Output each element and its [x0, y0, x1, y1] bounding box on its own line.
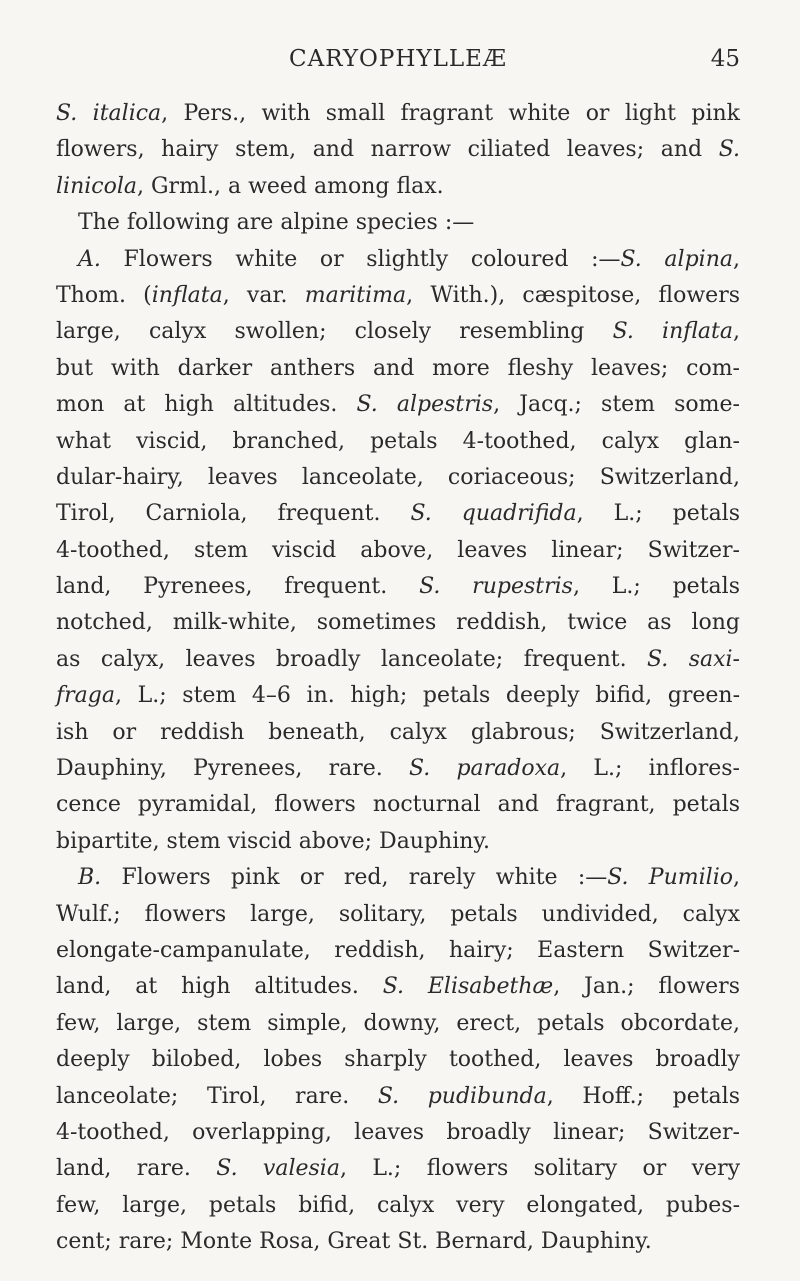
italic-text: S. Elisabethæ — [382, 974, 554, 1000]
text-run: , L.; petals — [576, 501, 741, 527]
text-run: , L.; petals — [572, 574, 740, 600]
text-run: flowers, hairy stem, and narrow ciliated leaves; and — [56, 137, 719, 163]
text-line — [56, 897, 740, 933]
text-run: , Hoff.; petals — [546, 1083, 740, 1109]
text-run: what viscid, branched, petals 4-toothed, calyx glan- — [56, 428, 740, 454]
text-run: few, large, petals bifid, calyx very elongated, pubes- — [56, 1192, 740, 1218]
running-title: CARYOPHYLLEÆ — [289, 46, 507, 72]
text-run: Thom. ( — [56, 282, 152, 308]
italic-text: A. — [78, 246, 101, 272]
text-line — [56, 569, 740, 605]
text-run: , L.; stem 4–6 in. high; petals deeply bifid, green- — [114, 683, 740, 709]
text-run: land, Pyrenees, frequent. — [56, 574, 420, 600]
text-line — [56, 278, 740, 314]
text-run: dular-hairy, leaves lanceolate, coriaceous; Switzerland, — [56, 464, 740, 490]
text-line — [56, 933, 740, 969]
text-line — [56, 169, 740, 205]
text-run: Wulf.; flowers large, solitary, petals undivided, calyx — [56, 901, 740, 927]
text-run: Tirol, Carniola, frequent. — [56, 501, 411, 527]
text-line — [56, 860, 740, 896]
text-line — [56, 460, 740, 496]
text-run: ish or reddish beneath, calyx glabrous; Switzerland, — [56, 719, 740, 745]
italic-text: S. quadrifida — [410, 501, 577, 527]
text-line — [56, 1151, 740, 1187]
text-run: , L.; flowers solitary or very — [339, 1156, 740, 1182]
text-run: Flowers pink or red, rarely white :— — [101, 865, 608, 891]
text-run: cent; rare; Monte Rosa, Great St. Bernard, Dauphiny. — [56, 1229, 652, 1255]
italic-text: S. — [718, 137, 740, 163]
text-run: but with darker anthers and more fleshy leaves; com- — [56, 355, 740, 381]
text-line — [56, 678, 740, 714]
text-run: deeply bilobed, lobes sharply toothed, leaves broadly — [56, 1047, 740, 1073]
text-run: land, rare. — [56, 1156, 217, 1182]
text-run: bipartite, stem viscid above; Dauphiny. — [56, 828, 490, 854]
text-line — [56, 1006, 740, 1042]
text-line — [56, 496, 740, 532]
page-header — [56, 46, 740, 86]
italic-text: S. rupestris — [419, 574, 573, 600]
text-run: , Jacq.; stem some- — [493, 392, 740, 418]
text-run: Dauphiny, Pyrenees, rare. — [56, 756, 409, 782]
text-run: Flowers white or slightly coloured :— — [100, 246, 621, 272]
italic-text: S. alpina — [620, 246, 733, 272]
italic-text: S. valesia — [216, 1156, 340, 1182]
text-line — [56, 351, 740, 387]
text-run: as calyx, leaves broadly lanceolate; frequent. — [56, 646, 647, 672]
text-run: elongate-campanulate, reddish, hairy; Eastern Switzer- — [56, 937, 740, 963]
italic-text: inflata — [151, 282, 223, 308]
italic-text: S. inflata — [612, 319, 733, 345]
italic-text: S. Pumilio — [607, 865, 733, 891]
italic-text: linicola — [56, 173, 137, 199]
text-run: cence pyramidal, flowers nocturnal and fragrant, petals — [56, 792, 740, 818]
text-line — [56, 969, 740, 1005]
text-line — [56, 533, 740, 569]
text-line — [56, 1042, 740, 1078]
italic-text: fraga — [56, 683, 115, 709]
text-line — [56, 1188, 740, 1224]
text-run: mon at high altitudes. — [56, 392, 357, 418]
text-run: , L.; inflores- — [560, 756, 740, 782]
page-number: 45 — [710, 46, 740, 72]
text-run: , — [732, 246, 740, 272]
text-line — [56, 205, 740, 241]
text-run: , var. — [222, 282, 305, 308]
italic-text: B. — [78, 865, 102, 891]
body-text — [56, 96, 740, 1261]
paragraph — [56, 860, 740, 1260]
text-run: lanceolate; Tirol, rare. — [56, 1083, 378, 1109]
text-line — [56, 1115, 740, 1151]
italic-text: maritima — [304, 282, 407, 308]
text-line — [56, 424, 740, 460]
text-line — [56, 715, 740, 751]
text-run: The following are alpine species :— — [78, 210, 475, 236]
text-line — [56, 387, 740, 423]
text-run: 4-toothed, overlapping, leaves broadly linear; Switzer- — [56, 1119, 740, 1145]
text-run: few, large, stem simple, downy, erect, petals obcordate, — [56, 1010, 740, 1036]
text-line — [56, 1224, 740, 1260]
text-run: , With.), cæspitose, flowers — [406, 282, 740, 308]
text-line — [56, 132, 740, 168]
text-run: 4-toothed, stem viscid above, leaves linear; Switzer- — [56, 537, 740, 563]
text-run: , Grml., a weed among flax. — [137, 173, 444, 199]
text-line — [56, 314, 740, 350]
italic-text: S. alpestris — [356, 392, 494, 418]
text-run: land, at high altitudes. — [56, 974, 383, 1000]
text-run: , Pers., with small fragrant white or light pink — [161, 101, 740, 126]
paragraph — [56, 205, 740, 241]
text-line — [56, 1079, 740, 1115]
text-run: , Jan.; flowers — [553, 974, 740, 1000]
text-run: , — [733, 319, 740, 345]
italic-text: S. pudibunda — [377, 1083, 547, 1109]
text-line — [56, 642, 740, 678]
paragraph — [56, 96, 740, 205]
text-line — [56, 605, 740, 641]
italic-text: S. saxi- — [647, 646, 740, 672]
text-line — [56, 751, 740, 787]
text-line — [56, 242, 740, 278]
italic-text: S. italica — [56, 101, 162, 126]
italic-text: S. paradoxa — [408, 756, 561, 782]
text-run: , — [733, 865, 740, 891]
text-run: large, calyx swollen; closely resembling — [56, 319, 613, 345]
text-line — [56, 96, 740, 132]
text-line — [56, 787, 740, 823]
text-line — [56, 824, 740, 860]
text-run: notched, milk-white, sometimes reddish, twice as long — [56, 610, 740, 636]
paragraph — [56, 242, 740, 861]
